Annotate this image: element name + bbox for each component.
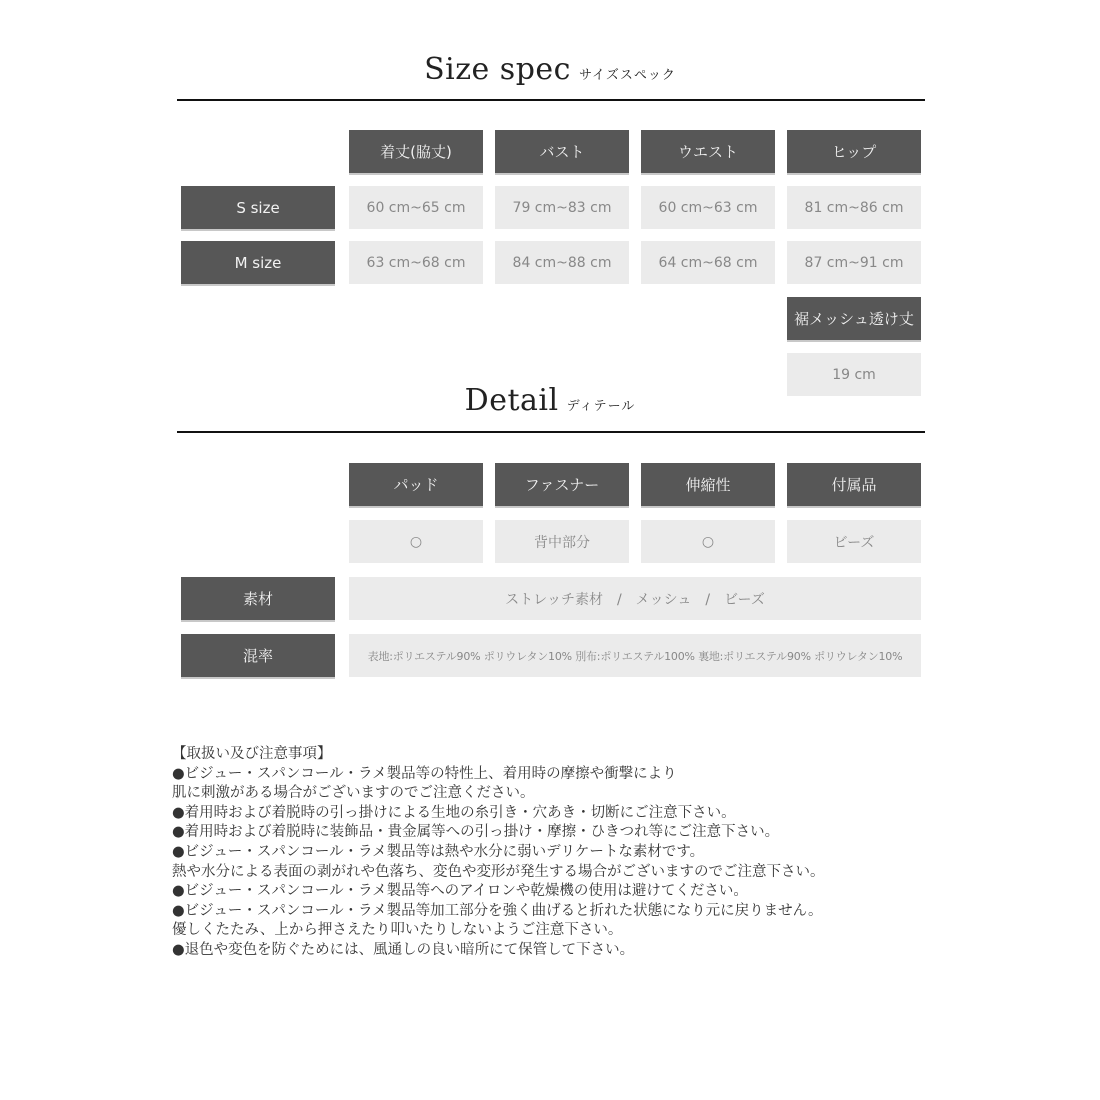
- detail-value-cell: ビーズ: [787, 520, 921, 563]
- size-value-cell: 60 cm~63 cm: [641, 186, 775, 229]
- care-note-line: ●着用時および着脱時の引っ掛けによる生地の糸引き・穴あき・切断にご注意下さい。: [172, 804, 736, 821]
- mesh-length-header: 裾メッシュ透け丈: [787, 297, 921, 340]
- size-spec-heading: Size spec: [424, 52, 571, 87]
- detail-column-header: パッド: [349, 463, 483, 506]
- detail-value-cell: ○: [349, 520, 483, 563]
- detail-column-header: 伸縮性: [641, 463, 775, 506]
- detail-title: [0, 383, 1100, 418]
- size-value-cell: 64 cm~68 cm: [641, 241, 775, 284]
- size-column-header: 着丈(脇丈): [349, 130, 483, 173]
- size-value-cell: 63 cm~68 cm: [349, 241, 483, 284]
- care-note-line: 優しくたたみ、上から押さえたり叩いたりしないようご注意下さい。: [172, 922, 623, 939]
- material-label: 素材: [181, 577, 335, 620]
- size-column-header: バスト: [495, 130, 629, 173]
- detail-value-cell: ○: [641, 520, 775, 563]
- detail-divider: [177, 431, 925, 433]
- care-note-line: ●ビジュー・スパンコール・ラメ製品等へのアイロンや乾燥機の使用は避けてください。: [172, 883, 748, 900]
- care-note-line: ●ビジュー・スパンコール・ラメ製品等の特性上、着用時の摩擦や衝撃により: [172, 765, 677, 782]
- detail-column-header: ファスナー: [495, 463, 629, 506]
- care-note-line: ●ビジュー・スパンコール・ラメ製品等は熱や水分に弱いデリケートな素材です。: [172, 843, 705, 860]
- care-note-line: ●着用時および着脱時に装飾品・貴金属等への引っ掛け・摩擦・ひきつれ等にご注意下さい。: [172, 824, 780, 841]
- blend-label: 混率: [181, 634, 335, 677]
- care-note-line: ●退色や変色を防ぐためには、風通しの良い暗所にて保管して下さい。: [172, 941, 635, 958]
- detail-heading: Detail: [464, 383, 559, 418]
- size-value-cell: 81 cm~86 cm: [787, 186, 921, 229]
- blend-value: 表地:ポリエステル90% ポリウレタン10% 別布:ポリエステル100% 裏地:ポリエステル90% ポリウレタン10%: [349, 634, 921, 677]
- care-note-line: ●ビジュー・スパンコール・ラメ製品等加工部分を強く曲げると折れた状態になり元に戻りません。: [172, 902, 823, 919]
- size-value-cell: 79 cm~83 cm: [495, 186, 629, 229]
- detail-value-cell: 背中部分: [495, 520, 629, 563]
- size-spec-divider: [177, 99, 925, 101]
- detail-subheading: ディテール: [566, 399, 636, 414]
- material-value: ストレッチ素材 / メッシュ / ビーズ: [349, 577, 921, 620]
- care-notes-heading: 【取扱い及び注意事項】: [172, 746, 332, 762]
- size-value-cell: 60 cm~65 cm: [349, 186, 483, 229]
- mesh-length-value: 19 cm: [787, 353, 921, 396]
- care-note-line: 熱や水分による表面の剥がれや色落ち、変色や変形が発生する場合がございますのでご注意下さい。: [172, 863, 825, 880]
- care-note-line: 肌に刺激がある場合がございますのでご注意ください。: [172, 785, 535, 802]
- size-value-cell: 87 cm~91 cm: [787, 241, 921, 284]
- size-spec-title: [0, 52, 1100, 87]
- size-row-label: S size: [181, 186, 335, 229]
- size-column-header: ウエスト: [641, 130, 775, 173]
- size-row-label: M size: [181, 241, 335, 284]
- size-value-cell: 84 cm~88 cm: [495, 241, 629, 284]
- size-spec-subheading: サイズスペック: [578, 68, 676, 83]
- care-notes: [172, 745, 825, 961]
- detail-column-header: 付属品: [787, 463, 921, 506]
- size-column-header: ヒップ: [787, 130, 921, 173]
